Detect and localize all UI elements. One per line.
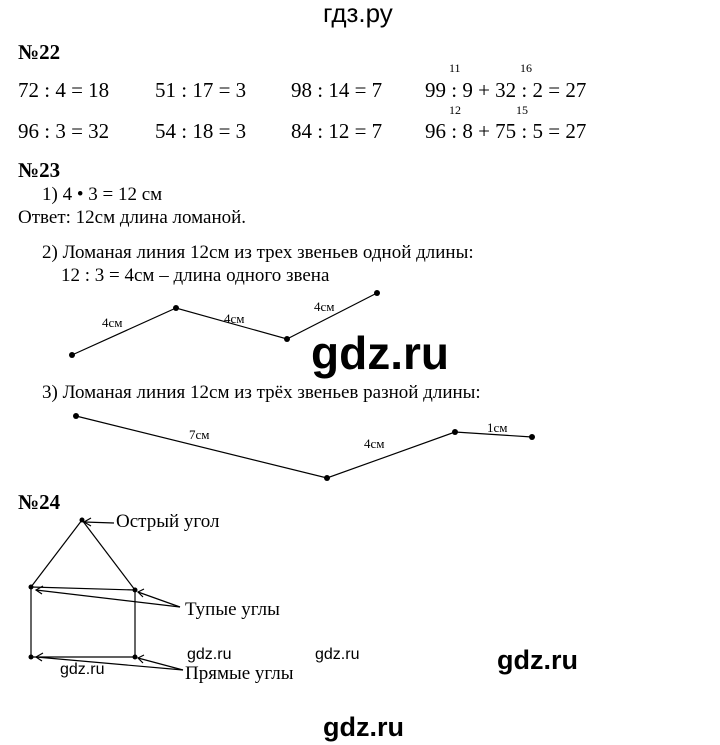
equation: 84 : 12 = 7 [291,119,383,143]
pointer-arrows [36,518,183,670]
vertex-dot [284,336,290,342]
watermark-medium: gdz.ru [497,645,578,675]
intermediate-result: 12 [449,103,461,117]
vertex-dot [324,475,330,481]
label-obtuse-angles: Тупые углы [185,599,280,620]
watermark-small: gdz.ru [187,646,232,663]
answer: Ответ: 12см длина ломаной. [18,207,247,228]
label-acute-angle: Острый угол [116,511,220,532]
segment-label: 4см [102,315,123,330]
equation: 54 : 18 = 3 [155,119,247,143]
segment-label: 1см [487,420,508,435]
equation: 96 : 8 + 75 : 5 = 27 [425,119,587,143]
watermark-small: gdz.ru [60,661,105,678]
vertex-dot [69,352,75,358]
equation: 96 : 3 = 32 [18,119,110,143]
vertex-dot [173,305,179,311]
label-right-angles: Прямые углы [185,663,294,684]
intermediate-result: 11 [449,61,461,75]
segment-label: 4см [224,311,245,326]
step-2: 2) Ломаная линия 12см из трех звеньев одной длины: [42,242,474,263]
watermark-bottom: gdz.ru [323,712,404,742]
equation: 51 : 17 = 3 [155,78,247,102]
step-2-calc: 12 : 3 = 4см – длина одного звена [61,265,330,286]
vertex-dot [452,429,458,435]
task-22-title: №22 [18,40,61,64]
vertex-dot [529,434,535,440]
vertex-dot [374,290,380,296]
site-header: гдз.ру [323,0,393,28]
segment-label: 4см [364,436,385,451]
task-24-title: №24 [18,490,61,514]
watermark-small: gdz.ru [315,646,360,663]
segment-label: 7см [189,427,210,442]
step-3: 3) Ломаная линия 12см из трёх звеньев разной длины: [42,382,481,403]
unequal-broken-line [73,413,535,481]
equation: 72 : 4 = 18 [18,78,110,102]
equation: 98 : 14 = 7 [291,78,383,102]
equation: 99 : 9 + 32 : 2 = 27 [425,78,587,102]
intermediate-result: 15 [516,103,528,117]
task-23-title: №23 [18,158,61,182]
step-1: 1) 4 • 3 = 12 см [42,184,163,205]
watermark-large: gdz.ru [311,327,449,379]
intermediate-result: 16 [520,61,532,75]
house-figure [29,518,138,660]
vertex-dot [73,413,79,419]
segment-label: 4см [314,299,335,314]
